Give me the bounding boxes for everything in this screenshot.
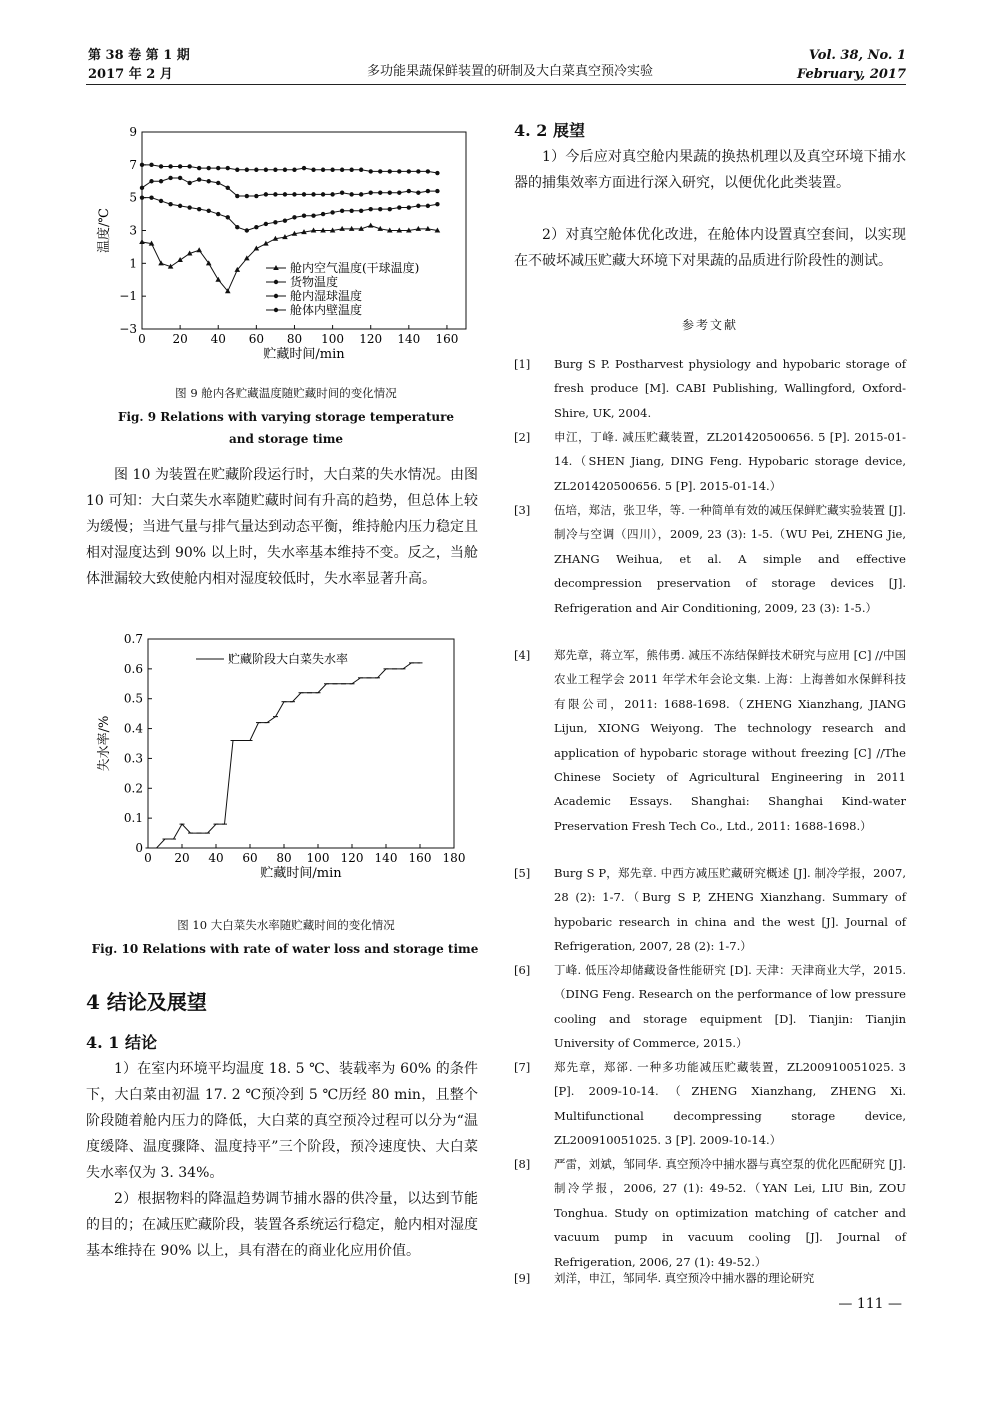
x-tick-label: 100 (306, 851, 330, 865)
y-tick-label: 0.1 (123, 811, 143, 826)
section-4-title: 4 结论及展望 (86, 990, 207, 1014)
data-point (368, 223, 374, 228)
y-tick-label: 0.3 (123, 751, 143, 766)
data-point (168, 164, 172, 168)
data-point (254, 194, 258, 198)
data-point (407, 205, 411, 209)
y-tick-label: 0.2 (123, 781, 143, 796)
x-tick-label: 140 (374, 851, 398, 865)
series-line (142, 178, 437, 196)
data-point (187, 205, 191, 209)
data-point (378, 191, 382, 195)
references-title: 参考文献 (681, 318, 738, 332)
reference-item (514, 958, 906, 1056)
data-point (207, 166, 211, 170)
journal-volume-en (797, 46, 906, 84)
data-point (397, 191, 401, 195)
x-tick-label: 0 (144, 851, 152, 865)
y-tick-label: −3 (119, 322, 137, 336)
header-rule (86, 84, 906, 85)
data-point (330, 192, 334, 196)
data-point (235, 194, 239, 198)
data-point (426, 189, 430, 193)
data-point (426, 169, 430, 173)
fig9-chart (86, 120, 486, 375)
fig9-caption-en-line1: Fig. 9 Relations with varying storage temperature (117, 410, 455, 424)
data-point (245, 168, 249, 172)
data-point (264, 168, 268, 172)
data-point (140, 195, 144, 199)
reference-text: 刘洋，申江，邹同华. 真空预冷中捕水器的理论研究 (554, 1271, 815, 1285)
section-4-2-title: 4. 2 展望 (514, 121, 585, 140)
fig9-caption-cn: 图 9 舱内各贮藏温度随贮藏时间的变化情况 (175, 386, 397, 400)
journal-volume (88, 46, 190, 84)
data-point (139, 239, 145, 244)
data-point (140, 186, 144, 190)
legend-marker (274, 308, 278, 312)
y-tick-label: 9 (129, 125, 137, 139)
data-point (235, 168, 239, 172)
data-point (359, 192, 363, 196)
data-point (302, 192, 306, 196)
x-axis-label: 贮藏时间/min (260, 866, 342, 881)
data-point (416, 204, 420, 208)
data-point (349, 209, 353, 213)
x-tick-label: 0 (138, 332, 146, 346)
data-point (292, 168, 296, 172)
x-tick-label: 20 (172, 332, 188, 346)
x-tick-label: 20 (174, 851, 190, 865)
section-4-1-p2: 2）根据物料的降温趋势调节捕水器的供冷量，以达到节能的目的；在减压贮藏阶段，装置各系统运行稳定，舱内相对湿度基本维持在 90% 以上，具有潜在的商业化应用价值。 (86, 1191, 478, 1259)
reference-item (514, 1266, 906, 1290)
reference-number: [9] (514, 1271, 531, 1285)
data-point (426, 204, 430, 208)
x-tick-label: 40 (210, 332, 226, 346)
y-tick-label: 0.6 (123, 661, 143, 676)
data-point (254, 225, 258, 229)
y-tick-label: 0.4 (123, 721, 143, 736)
y-tick-label: 7 (129, 157, 137, 172)
section-4-2-p2: 2）对真空舱体优化改进，在舱体内设置真空套间，以实现在不破坏减压贮藏大环境下对果蔬的品质进行阶段性的测试。 (514, 227, 906, 269)
y-tick-label: 0.7 (123, 632, 143, 646)
reference-text: Burg S P. Postharvest physiology and hypobaric storage of fresh produce [M]. CABI Publishing, Wallingford, Oxford-Shire, UK, 2004. (554, 357, 906, 420)
data-point (245, 228, 249, 232)
data-point (215, 277, 221, 282)
data-point (226, 186, 230, 190)
data-point (216, 212, 220, 216)
volume-cn: 第 38 卷 第 1 期 (88, 48, 190, 63)
reference-item (514, 498, 906, 620)
data-point (149, 195, 153, 199)
y-tick-label: 0 (135, 841, 143, 855)
data-point (196, 247, 202, 252)
data-point (273, 220, 277, 224)
data-point (158, 260, 164, 265)
data-point (178, 164, 182, 168)
data-point (369, 207, 373, 211)
reference-number: [2] (514, 430, 531, 444)
data-point (311, 214, 315, 218)
data-point (369, 169, 373, 173)
running-title: 多功能果蔬保鲜装置的研制及大白菜真空预冷实验 (366, 64, 653, 79)
data-point (302, 214, 306, 218)
data-point (197, 166, 201, 170)
data-point (302, 166, 306, 170)
reference-text: 郑先章，蒋立军，熊伟勇. 减压不冻结保鲜技术研究与应用 [C] //中国农业工程学会 2011 年学术年会论文集. 上海：上海善如水保鲜科技有限公司，2011: 1688-1698.（ZHENG Xianzhang, JIANG Lijun, XIONG Weiyong. The technology research and application of hypobaric storage without freezing [C] //The Chinese Society of Agricultural Engineering in 2011 Academic Essays. Shanghai: Shanghai Kind-water Preservation Fresh Tech Co., Ltd., 2011: 1688-1698.） (554, 648, 906, 833)
legend-marker (274, 294, 278, 298)
data-point (378, 169, 382, 173)
reference-item (514, 861, 906, 959)
plot-frame (148, 639, 454, 848)
page-number: — 111 — (838, 1296, 902, 1312)
x-tick-label: 120 (359, 332, 383, 346)
x-tick-label: 60 (248, 332, 264, 346)
data-point (235, 225, 239, 229)
x-tick-label: 40 (208, 851, 224, 865)
fig10-chart (86, 627, 486, 897)
x-tick-label: 180 (442, 851, 466, 865)
data-point (207, 209, 211, 213)
legend-label: 货物温度 (290, 275, 339, 289)
y-tick-label: −1 (119, 289, 137, 304)
reference-item (514, 1152, 906, 1274)
data-point (140, 163, 144, 167)
data-point (388, 191, 392, 195)
x-tick-label: 160 (435, 332, 459, 346)
y-tick-label: 0.5 (123, 691, 143, 706)
reference-item (514, 643, 906, 838)
data-point (292, 192, 296, 196)
x-tick-label: 100 (321, 332, 345, 346)
date-cn: 2017 年 2 月 (88, 67, 173, 82)
y-tick-label: 5 (129, 190, 137, 205)
series-line (148, 663, 420, 848)
legend-marker (274, 280, 278, 284)
data-point (292, 215, 296, 219)
data-point (349, 192, 353, 196)
data-point (416, 191, 420, 195)
data-point (321, 192, 325, 196)
data-point (330, 168, 334, 172)
data-point (216, 181, 220, 185)
data-point (159, 179, 163, 183)
x-tick-label: 60 (242, 851, 258, 865)
data-point (359, 168, 363, 172)
data-point (168, 176, 172, 180)
fig10-caption-en: Fig. 10 Relations with rate of water loss and storage time (91, 942, 479, 956)
date-en: February, 2017 (797, 67, 906, 82)
legend-label: 舱内空气温度(干球温度) (290, 261, 420, 275)
data-point (416, 169, 420, 173)
data-point (178, 204, 182, 208)
x-tick-label: 120 (340, 851, 364, 865)
y-axis-label: 失水率/% (97, 715, 112, 772)
reference-item (514, 352, 906, 425)
y-tick-label: 3 (129, 223, 137, 238)
data-point (311, 168, 315, 172)
reference-text: 伍培，郑洁，张卫华，等. 一种简单有效的减压保鲜贮藏实验装置 [J]. 制冷与空调（四川），2009, 23 (3): 1-5.（WU Pei, ZHENG Jie, ZHANG Weihua, et al. A simple and effective decompression preservation of storage devices [J]. Refrigeration and Air Conditioning, 2009, 23 (3): 1-5.） (554, 503, 906, 615)
data-point (197, 207, 201, 211)
data-point (264, 222, 268, 226)
section-4-1-title: 4. 1 结论 (86, 1033, 157, 1052)
data-point (245, 194, 249, 198)
data-point (187, 181, 191, 185)
reference-number: [3] (514, 503, 531, 517)
data-point (226, 215, 230, 219)
data-point (283, 192, 287, 196)
data-point (321, 168, 325, 172)
data-point (168, 202, 172, 206)
x-tick-label: 140 (397, 332, 421, 346)
data-point (340, 168, 344, 172)
data-point (388, 207, 392, 211)
reference-text: 丁峰. 低压冷却储藏设备性能研究 [D]. 天津：天津商业大学，2015.（DING Feng. Research on the performance of low pressure cooling and storage equipment [D]. Tianjin: Tianjin University of Commerce, 2015.） (554, 963, 906, 1051)
reference-number: [6] (514, 963, 531, 977)
data-point (177, 257, 183, 262)
reference-number: [4] (514, 648, 531, 662)
legend-label: 舱体内壁温度 (290, 303, 363, 317)
data-point (149, 163, 153, 167)
data-point (187, 164, 191, 168)
fig10-intro-paragraph: 图 10 为装置在贮藏阶段运行时，大白菜的失水情况。由图 10 可知：大白菜失水率随贮藏时间有升高的趋势，但总体上较为缓慢；当进气量与排气量达到动态平衡，维持舱内压力稳定且相对湿度达到 90% 以上时，失水率基本维持不变。反之，当舱体泄漏较大致使舱内相对湿度较低时，失水率显著升高。 (86, 467, 478, 587)
data-point (435, 189, 439, 193)
data-point (435, 171, 439, 175)
x-tick-label: 160 (408, 851, 432, 865)
data-point (273, 192, 277, 196)
data-point (340, 209, 344, 213)
fig10-caption-cn: 图 10 大白菜失水率随贮藏时间的变化情况 (177, 918, 395, 932)
reference-number: [8] (514, 1157, 531, 1171)
reference-text: 郑先章，郑郤. 一种多功能减压贮藏装置，ZL200910051025. 3 [P]. 2009-10-14.（ZHENG Xianzhang, ZHENG Xi. Multifunctional decompressing storage device, ZL200910051025. 3 [P]. 2009-10-14.） (554, 1060, 906, 1148)
data-point (159, 164, 163, 168)
data-point (226, 166, 230, 170)
data-point (207, 179, 211, 183)
data-point (397, 169, 401, 173)
section-4-2-p1: 1）今后应对真空舱内果蔬的换热机理以及真空环境下捕水器的捕集效率方面进行深入研究，以便优化此类装置。 (514, 149, 906, 191)
reference-text: 申江，丁峰. 减压贮藏装置，ZL201420500656. 5 [P]. 2015-01-14.（SHEN Jiang, DING Feng. Hypobaric storage device, ZL201420500656. 5 [P]. 2015-01-14.） (554, 430, 906, 493)
data-point (378, 207, 382, 211)
data-point (283, 218, 287, 222)
reference-number: [1] (514, 357, 531, 371)
data-point (197, 177, 201, 181)
x-axis-label: 贮藏时间/min (263, 347, 345, 362)
y-tick-label: 1 (129, 256, 137, 271)
reference-number: [5] (514, 866, 531, 880)
fig9-caption-en-line2: and storage time (228, 432, 344, 446)
section-4-1-p1: 1）在室内环境平均温度 18. 5 ℃、装载率为 60% 的条件下，大白菜由初温 17. 2 ℃预冷到 5 ℃历经 80 min，且整个阶段随着舱内压力的降低，大白菜的真空预冷过程可以分为“温度缓降、温度骤降、温度持平”三个阶段，预冷速度快、大白菜失水率仅为 3. 34%。 (86, 1061, 478, 1181)
data-point (273, 168, 277, 172)
data-point (254, 168, 258, 172)
data-point (159, 199, 163, 203)
data-point (349, 168, 353, 172)
legend-label: 贮藏阶段大白菜失水率 (228, 652, 349, 666)
data-point (264, 192, 268, 196)
reference-item (514, 425, 906, 498)
series-line (142, 198, 437, 231)
data-point (178, 176, 182, 180)
data-point (216, 166, 220, 170)
reference-text: Burg S P，郑先章. 中西方减压贮藏研究概述 [J]. 制冷学报，2007, 28 (2): 1-7.（Burg S P, ZHENG Xianzhang. Summary of hypobaric research in china and the west [J]. Journal of Refrigeration, 2007, 28 (2): 1-7.） (554, 866, 906, 954)
x-tick-label: 80 (286, 332, 303, 346)
reference-number: [7] (514, 1060, 531, 1074)
reference-text: 严雷，刘斌，邹同华. 真空预冷中捕水器与真空泵的优化匹配研究 [J]. 制冷学报，2006, 27 (1): 49-52.（YAN Lei, LIU Bin, ZOU Tonghua. Study on optimization matching of catcher and vacuum pump in vacuum cooling [J]. Journal of Refrigeration, 2006, 27 (1): 49-52.） (554, 1157, 906, 1269)
series-line (142, 165, 437, 173)
data-point (407, 169, 411, 173)
data-point (435, 202, 439, 206)
data-point (388, 169, 392, 173)
x-tick-label: 80 (276, 851, 292, 865)
data-point (321, 212, 325, 216)
data-point (149, 179, 153, 183)
data-point (283, 168, 287, 172)
volume-en: Vol. 38, No. 1 (808, 48, 906, 63)
y-axis-label: 温度/℃ (97, 208, 112, 253)
data-point (359, 209, 363, 213)
data-point (311, 192, 315, 196)
data-point (340, 191, 344, 195)
data-point (397, 205, 401, 209)
data-point (330, 210, 334, 214)
reference-item (514, 1055, 906, 1153)
data-point (369, 191, 373, 195)
fig9-caption-en (86, 406, 486, 450)
data-point (407, 189, 411, 193)
legend-label: 舱内湿球温度 (290, 289, 363, 303)
